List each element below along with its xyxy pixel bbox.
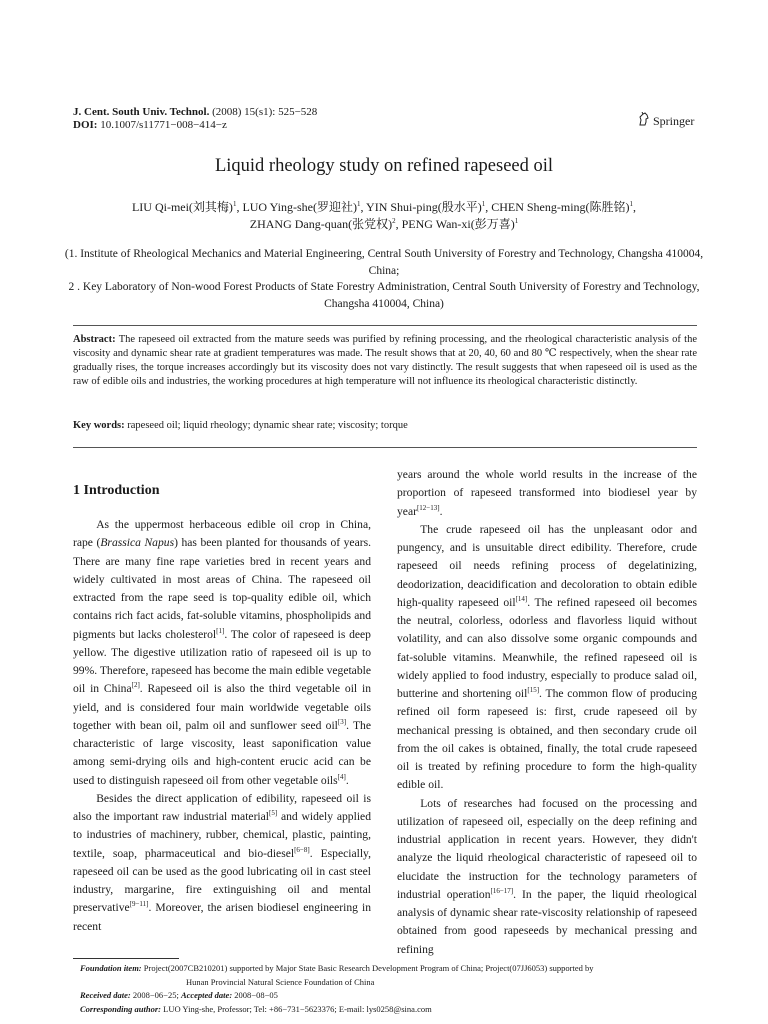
author-separator: ,	[236, 200, 243, 214]
text-run: ) has been planted for thousands of years. There are many fine rape varieties bred in recent years and widely cultivated in most areas of China. The rapeseed oil extracted from the rape seed is top-quality edible oil, which contains rich fact acids, fat-soluble vitamins, phospholipids and pigments but lacks cholesterol	[73, 536, 371, 641]
citation-ref: [15]	[527, 686, 540, 695]
citation-ref: [12−13]	[416, 503, 440, 512]
paragraph	[397, 521, 697, 795]
text-run: . The characteristic of large viscosity, least saponification value among semi-drying oils and high-content erucic acid can be used to distinguish rapeseed oil from other vegetable oils	[73, 718, 371, 787]
paper-title: Liquid rheology study on refined rapeseed oil	[214, 156, 554, 176]
accepted-date: 2008−08−05	[232, 990, 278, 1000]
section-heading-introduction: 1 Introduction	[73, 483, 160, 498]
author-name: ZHANG Dang-quan(张党权)	[249, 217, 393, 231]
citation-ref: [6−8]	[294, 845, 310, 854]
received-date: 2008−06−25;	[130, 990, 181, 1000]
citation-ref: [16−17]	[490, 886, 514, 895]
doi-label: DOI:	[73, 119, 98, 131]
accepted-label: Accepted date:	[180, 990, 233, 1000]
text-run: .	[439, 504, 443, 518]
text-run: and widely applied to industries of machinery, rubber, chemical, plastic, painting, textile, soap, pharmaceutical and bio-diesel	[73, 810, 371, 860]
journal-name: J. Cent. South Univ. Technol.	[73, 106, 210, 118]
affiliation-1: (1. Institute of Rheological Mechanics and Material Engineering, Central South University of Forestry and Technology, Changsha 410004, China;	[64, 248, 704, 277]
author-list	[60, 199, 708, 233]
keywords	[73, 420, 408, 431]
foundation-item	[80, 962, 697, 976]
text-run: . The common flow of producing refined oil form rapeseed is: first, crude rapeseed oil by mechanical pressing is obtained, and then secondary crude oil from the oil cakes is obtained, finally, the total crude rapeseed oil is treated by refining procedure to form the high-quality edible oil.	[397, 687, 697, 792]
abstract-label: Abstract:	[73, 334, 116, 345]
author-separator: ,	[633, 200, 637, 214]
paragraph	[73, 790, 371, 936]
citation-ref: [3]	[337, 717, 347, 726]
doi-line	[73, 119, 317, 132]
right-column	[397, 466, 697, 959]
text-run: The crude rapeseed oil has the unpleasant odor and pungency, and is unsuitable direct edibility. Therefore, crude rapeseed oil needs refining process of degelatinizing, deodorization, deacidification and decoloration to obtain edible high-quality rapeseed oil	[397, 522, 697, 609]
text-run: Besides the direct application of edibility, rapeseed oil is also the important raw industrial material	[73, 791, 371, 823]
author-name: LIU Qi-mei(刘其梅)	[131, 200, 233, 214]
publisher-name: Springer	[653, 113, 695, 128]
author-separator: ,	[395, 217, 402, 231]
text-run: Lots of researches had focused on the processing and utilization of rapeseed oil, especially on the deep refining and industrial application in recent years. However, they didn't analyze the liquid rheological characteristic of rapeseed oil to elucidate the instruction for the technology parameters of industrial operation	[397, 796, 697, 901]
text-run: . Rapeseed oil is also the third vegetable oil in yield, and is considered four main worldwide vegetable oils together with bean oil, palm oil and sunflower seed oil	[73, 682, 371, 732]
foundation-text: Project(2007CB210201) supported by Major State Basic Research Development Program of China; Project(07JJ6053) supported by	[141, 963, 594, 973]
affiliation-2: 2 . Key Laboratory of Non-wood Forest Products of State Forestry Administration, Central South University of Forestry and Technology, Changsha 410004, China)	[68, 281, 700, 310]
foundation-continued: Hunan Provincial Natural Science Foundation of China	[186, 976, 375, 987]
citation-ref: [1]	[216, 626, 225, 635]
affiliations	[60, 246, 708, 312]
springer-horse-icon	[638, 112, 650, 130]
author-name: CHEN Sheng-ming(陈胜铭)	[491, 200, 630, 214]
citation-ref: [9−11]	[129, 900, 149, 909]
author-line-2	[60, 216, 708, 233]
keywords-text: rapeseed oil; liquid rheology; dynamic shear rate; viscosity; torque	[124, 420, 408, 431]
author-line-1	[60, 199, 708, 216]
italic-term: Brassica Napus	[100, 536, 175, 550]
author-name: LUO Ying-she(罗迎社)	[242, 200, 357, 214]
citation-ref: [5]	[269, 809, 278, 818]
keywords-label: Key words:	[73, 420, 125, 431]
text-run: . The color of rapeseed is deep yellow. The digestive utilization ratio of rapeseed oil is up to 99%. Therefore, rapeseed has become the main edible vegetable oil in China	[73, 627, 371, 696]
paragraph	[73, 516, 371, 790]
text-run: .	[345, 773, 349, 787]
citation-line	[73, 106, 317, 119]
author-name: PENG Wan-xi(彭万喜)	[401, 217, 515, 231]
citation-ref: [4]	[337, 772, 346, 781]
text-run: years around the whole world results in the increase of the proportion of rapeseed transformed into biodiesel year by year	[397, 468, 697, 518]
springer-logo	[638, 112, 694, 130]
text-run: . In the paper, the liquid rheological analysis of dynamic shear rate-viscosity relationship of rapeseed obtained from good rapeseeds by mechanical pressing and refining	[397, 887, 697, 956]
text-run: . Moreover, the arisen biodiesel engineering in recent	[73, 901, 371, 933]
dates	[80, 989, 697, 1003]
text-run: . Especially, rapeseed oil can be used as the good lubricating oil in cast steel industry, margarine, fire extinguishing oil and mental preservative	[73, 846, 371, 915]
received-label: Received date:	[80, 990, 131, 1000]
abstract	[73, 333, 697, 389]
text-run: . The refined rapeseed oil becomes the neutral, colorless, odorless and flavorless liquid without volatility, and can also dissolve some organic compounds and fat-soluble vitamins. Meanwhile, the refined rapeseed oil is widely applied to food industry, especially to produce salad oil, butterine and shortening oil	[397, 595, 697, 700]
author-separator: ,	[360, 200, 367, 214]
author-separator: ,	[485, 200, 492, 214]
author-affiliation-marker: 2	[392, 217, 396, 225]
author-affiliation-marker: 1	[232, 200, 237, 208]
footnotes	[80, 962, 697, 1016]
author-affiliation-marker: 1	[514, 217, 519, 225]
abstract-bottom-rule	[73, 447, 697, 448]
text-run: As the uppermost herbaceous edible oil crop in China, rape (	[73, 518, 371, 550]
author-name: YIN Shui-ping(殷水平)	[366, 200, 482, 214]
citation: (2008) 15(s1): 525−528	[209, 106, 318, 118]
doi: 10.1007/s11771−008−414−z	[97, 119, 227, 131]
left-column	[73, 516, 371, 936]
journal-meta	[73, 106, 317, 132]
foundation-label: Foundation item:	[80, 963, 142, 973]
footnote-rule	[73, 958, 179, 959]
citation-ref: [14]	[515, 594, 528, 603]
author-affiliation-marker: 1	[481, 200, 486, 208]
paragraph	[397, 466, 697, 521]
abstract-top-rule	[73, 325, 697, 326]
author-affiliation-marker: 1	[356, 200, 361, 208]
author-affiliation-marker: 1	[629, 200, 634, 208]
corresponding-text: LUO Ying-she, Professor; Tel: +86−731−5623376; E-mail: lys0258@sina.com	[161, 1003, 432, 1014]
paragraph	[397, 795, 697, 959]
corresponding-label: Corresponding author:	[80, 1003, 162, 1014]
abstract-text: The rapeseed oil extracted from the mature seeds was purified by refining processing, and the rheological characteristic analysis of the viscosity and dynamic shear rate at gradient temperatures was made. The result shows that at 20, 40, 60 and 80 ℃ respectively, when the shear rate gradually rises, the torque increases accordingly but its viscosity does not vary distinctly. The result suggests that when rapeseed oil is used as the raw of edible oils and industries, the working procedures at high temperature will not influence its rheological characteristic distinctly.	[73, 334, 697, 387]
citation-ref: [2]	[131, 681, 140, 690]
corresponding-author	[80, 1003, 697, 1017]
